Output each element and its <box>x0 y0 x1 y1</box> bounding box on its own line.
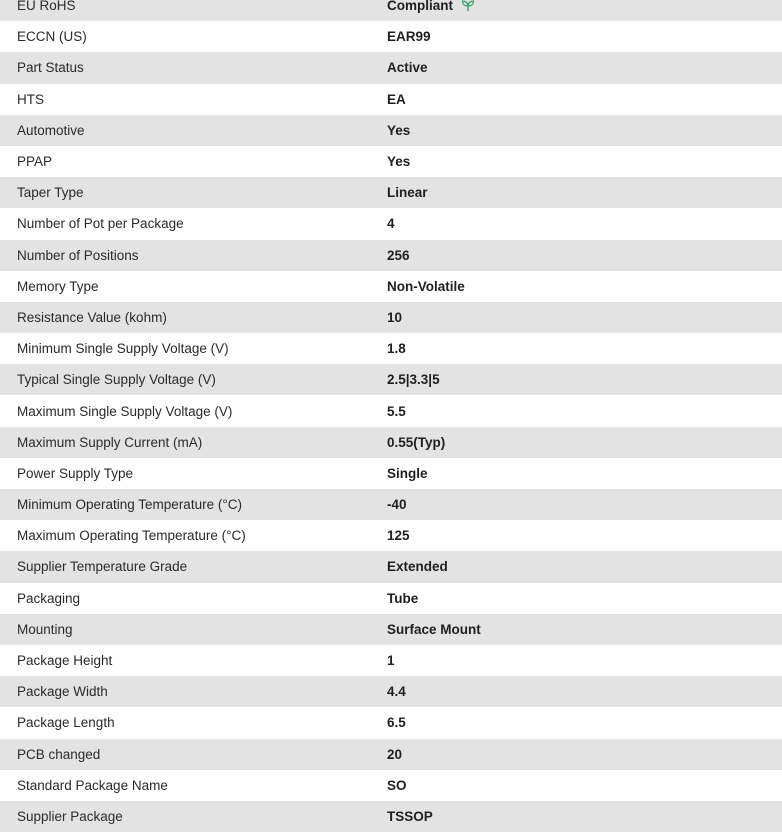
spec-label: Number of Positions <box>17 247 139 263</box>
spec-value: EAR99 <box>387 29 431 45</box>
spec-value: Linear <box>387 185 428 201</box>
spec-value: 5.5 <box>387 403 406 419</box>
spec-row <box>0 52 782 83</box>
spec-row <box>0 177 782 208</box>
spec-value: TSSOP <box>387 808 433 824</box>
spec-label: Power Supply Type <box>17 465 134 481</box>
spec-label: Minimum Operating Temperature (°C) <box>17 497 242 513</box>
spec-value: 4 <box>387 216 395 232</box>
spec-label: PCB changed <box>17 746 101 762</box>
spec-value: Non-Volatile <box>387 278 465 294</box>
spec-label: Minimum Single Supply Voltage (V) <box>17 341 229 357</box>
spec-value: 10 <box>387 309 403 325</box>
spec-row <box>0 84 782 115</box>
spec-row <box>0 676 782 707</box>
spec-value: EA <box>387 91 406 107</box>
spec-label: Taper Type <box>17 185 84 201</box>
spec-row <box>0 551 782 582</box>
spec-row <box>0 520 782 551</box>
spec-value: Compliant <box>387 0 453 14</box>
spec-value: SO <box>387 777 407 793</box>
spec-row-eu-rohs <box>0 0 782 21</box>
spec-label: Mounting <box>17 621 73 637</box>
spec-label: EU RoHS <box>17 0 76 14</box>
spec-label: Part Status <box>17 60 84 76</box>
spec-row <box>0 458 782 489</box>
spec-row <box>0 240 782 271</box>
spec-row <box>0 302 782 333</box>
spec-label: Typical Single Supply Voltage (V) <box>17 372 216 388</box>
spec-label: Packaging <box>17 590 81 606</box>
spec-row <box>0 707 782 738</box>
spec-row <box>0 146 782 177</box>
spec-value: Tube <box>387 590 419 606</box>
spec-value: 1.8 <box>387 341 406 357</box>
spec-row <box>0 489 782 520</box>
spec-label: Supplier Package <box>17 808 123 824</box>
spec-value: Yes <box>387 154 411 170</box>
spec-row <box>0 614 782 645</box>
spec-row <box>0 395 782 426</box>
leaf-icon <box>461 0 475 13</box>
spec-value: Active <box>387 60 428 76</box>
spec-value: Single <box>387 465 428 481</box>
spec-label: Package Height <box>17 653 113 669</box>
spec-value: Extended <box>387 559 448 575</box>
spec-value: 6.5 <box>387 715 406 731</box>
spec-value: 4.4 <box>387 684 406 700</box>
spec-label: Maximum Operating Temperature (°C) <box>17 528 246 544</box>
spec-row <box>0 364 782 395</box>
spec-row <box>0 208 782 239</box>
spec-value-wrapper <box>387 0 475 13</box>
spec-label: PPAP <box>17 154 53 170</box>
spec-value: 125 <box>387 528 410 544</box>
spec-value: 2.5|3.3|5 <box>387 372 440 388</box>
spec-label: Package Length <box>17 715 115 731</box>
spec-row <box>0 801 782 832</box>
spec-row <box>0 427 782 458</box>
spec-row <box>0 770 782 801</box>
spec-row <box>0 271 782 302</box>
spec-label: Memory Type <box>17 278 99 294</box>
spec-label: Maximum Supply Current (mA) <box>17 434 203 450</box>
spec-label: Number of Pot per Package <box>17 216 184 232</box>
spec-value: 20 <box>387 746 403 762</box>
spec-value: -40 <box>387 497 407 513</box>
spec-label: Automotive <box>17 122 85 138</box>
spec-value: Yes <box>387 122 411 138</box>
spec-value: 256 <box>387 247 410 263</box>
spec-row <box>0 583 782 614</box>
spec-label: HTS <box>17 91 44 107</box>
spec-label: Standard Package Name <box>17 777 168 793</box>
spec-label: Supplier Temperature Grade <box>17 559 188 575</box>
spec-row <box>0 333 782 364</box>
spec-value: 0.55(Typ) <box>387 434 446 450</box>
spec-row <box>0 645 782 676</box>
spec-label: ECCN (US) <box>17 29 87 45</box>
spec-label: Package Width <box>17 684 108 700</box>
spec-value: 1 <box>387 653 395 669</box>
spec-row <box>0 115 782 146</box>
spec-value: Surface Mount <box>387 621 481 637</box>
spec-label: Resistance Value (kohm) <box>17 309 167 325</box>
spec-label: Maximum Single Supply Voltage (V) <box>17 403 233 419</box>
spec-row <box>0 21 782 52</box>
spec-row <box>0 739 782 770</box>
